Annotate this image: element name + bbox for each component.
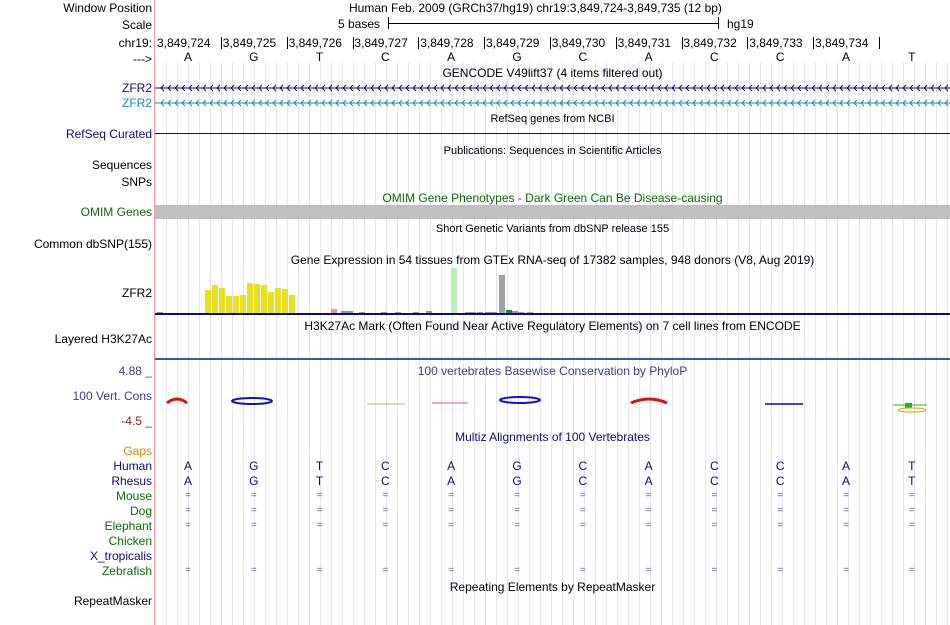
alignment-base: = (843, 520, 849, 531)
reference-base: G (512, 50, 522, 64)
alignment-base: C (381, 459, 390, 473)
gtex-bar (512, 311, 518, 313)
alignment-base: = (316, 505, 323, 516)
alignment-base: = (185, 565, 191, 576)
snps-label[interactable]: SNPs (121, 175, 152, 189)
ruler-position: 3,849,731 (617, 36, 671, 50)
gencode-transcript-1[interactable] (155, 82, 950, 94)
gtex-bar (289, 295, 295, 313)
alignment-base: = (382, 505, 389, 516)
reference-base: T (315, 50, 324, 64)
alignment-base: = (777, 505, 784, 516)
alignment-base: = (579, 490, 586, 501)
alignment-base: = (382, 520, 389, 531)
strand-label: ---> (133, 52, 152, 66)
gtex-bar (470, 312, 476, 313)
scale-text: 5 bases (338, 17, 381, 31)
scale-bar-left-cap (388, 17, 389, 29)
alignment-base: = (514, 565, 520, 576)
ruler-position: 3,849,728 (420, 36, 474, 50)
alignment-base: = (448, 490, 455, 501)
alignment-base: = (711, 520, 718, 531)
gtex-bar (254, 284, 260, 313)
alignment-base: = (777, 490, 784, 501)
alignment-base: = (645, 505, 652, 516)
refseq-label[interactable]: RefSeq Curated (65, 127, 152, 141)
alignment-base: = (250, 490, 257, 501)
alignment-base: = (448, 565, 455, 576)
phylop-label[interactable]: 100 Vert. Cons (72, 389, 152, 403)
omim-label[interactable]: OMIM Genes (80, 205, 152, 219)
species-label-gaps[interactable]: Gaps (123, 444, 152, 458)
gtex-bar (485, 312, 491, 313)
reference-base: C (381, 50, 390, 64)
gtex-bar (347, 311, 353, 313)
scale-bar (389, 23, 719, 24)
gtex-chart[interactable] (155, 267, 950, 317)
phylop-min: -4.5 _ (121, 414, 152, 428)
gtex-bar (282, 289, 288, 313)
gtex-bar (451, 268, 457, 313)
alignment-base: T (908, 459, 916, 473)
species-label-rhesus[interactable]: Rhesus (111, 474, 152, 488)
reference-base: A (644, 50, 653, 64)
phylop-title: 100 vertebrates Basewise Conservation by PhyloP (417, 364, 688, 378)
gtex-bar (477, 312, 483, 313)
species-label-dog[interactable]: Dog (129, 504, 152, 518)
reference-base: T (908, 50, 916, 64)
gtex-bar (240, 295, 246, 313)
alignment-base: = (514, 490, 520, 501)
species-label-zebrafish[interactable]: Zebrafish (101, 564, 152, 578)
alignment-base: C (578, 474, 588, 488)
gtex-bar (205, 290, 211, 313)
gtex-bar (341, 311, 347, 313)
gtex-label[interactable]: ZFR2 (122, 286, 152, 300)
gencode-track-label-zfr2-b[interactable]: ZFR2 (122, 96, 152, 110)
ruler-position: 3,849,730 (551, 36, 606, 50)
dbsnp-title: Short Genetic Variants from dbSNP release 155 (435, 223, 670, 235)
gtex-bar (395, 312, 401, 313)
alignment-base: C (578, 459, 588, 473)
h3k27-label[interactable]: Layered H3K27Ac (54, 332, 152, 346)
repeat-title: Repeating Elements by RepeatMasker (449, 580, 656, 594)
ruler-position: 3,849,724 (157, 36, 211, 50)
gtex-bar (331, 309, 337, 313)
h3k27-signal (155, 358, 950, 360)
alignment-base: T (908, 474, 916, 488)
gencode-transcript-2[interactable] (155, 97, 950, 109)
gtex-bar (499, 275, 505, 313)
alignment-base: = (448, 505, 455, 516)
ruler-position: 3,849,729 (486, 36, 540, 50)
ruler-position: 3,849,726 (288, 36, 342, 50)
gtex-bar (506, 310, 512, 313)
gtex-bar (413, 312, 419, 313)
alignment-base: C (775, 459, 785, 473)
species-label-human[interactable]: Human (113, 459, 152, 473)
alignment-base: = (908, 520, 915, 531)
alignment-base: = (250, 520, 257, 531)
gtex-bar (426, 311, 432, 313)
alignment-base: = (185, 490, 191, 501)
alignment-base: = (250, 565, 257, 576)
gencode-title: GENCODE V49lift37 (4 items filtered out) (442, 66, 663, 80)
alignment-base: = (908, 565, 915, 576)
alignment-base: T (315, 474, 324, 488)
reference-base: A (841, 50, 850, 64)
alignment-base: A (183, 474, 192, 488)
alignment-base: = (382, 490, 389, 501)
alignment-base: = (514, 505, 520, 516)
gtex-bar (226, 296, 232, 313)
gtex-bar (527, 312, 533, 313)
multiz-title: Multiz Alignments of 100 Vertebrates (455, 430, 650, 444)
alignment-base: = (316, 520, 323, 531)
ruler-tick (879, 37, 880, 49)
alignment-base: = (843, 505, 849, 516)
alignment-base: G (249, 474, 259, 488)
gtex-bar (233, 296, 239, 313)
chrom-label: chr19: (118, 36, 152, 50)
alignment-base: C (710, 459, 719, 473)
alignment-base: G (512, 459, 522, 473)
alignment-base: = (711, 565, 718, 576)
phylop-max: 4.88 _ (118, 364, 152, 378)
alignment-base: = (908, 490, 915, 501)
alignment-base: = (711, 505, 718, 516)
ruler-position: 3,849,727 (354, 36, 408, 50)
scale-bar-right-cap (718, 17, 719, 29)
alignment-base: C (710, 474, 719, 488)
reference-base: C (578, 50, 588, 64)
alignment-base: G (512, 474, 522, 488)
sequences-label[interactable]: Sequences (91, 158, 152, 172)
alignment-base: = (645, 565, 652, 576)
pubs-title: Publications: Sequences in Scientific Articles (443, 145, 662, 157)
alignment-base: = (777, 565, 784, 576)
species-label-elephant[interactable]: Elephant (104, 519, 152, 533)
alignment-base: A (841, 474, 850, 488)
species-label-mouse[interactable]: Mouse (115, 489, 152, 503)
reference-base: C (710, 50, 719, 64)
alignment-base: = (908, 505, 915, 516)
repeat-label[interactable]: RepeatMasker (73, 594, 152, 608)
species-label-x_tropicalis[interactable]: X_tropicalis (89, 549, 152, 563)
alignment-base: = (250, 505, 257, 516)
scale-label-text: Scale (121, 18, 152, 32)
dbsnp-label[interactable]: Common dbSNP(155) (33, 237, 152, 251)
gtex-bar (268, 292, 274, 313)
alignment-base: A (644, 459, 653, 473)
refseq-title: RefSeq genes from NCBI (490, 113, 615, 125)
alignment-base: A (447, 474, 456, 488)
alignment-base: = (316, 490, 323, 501)
ruler-position: 3,849,734 (815, 36, 869, 50)
window-position-value: Human Feb. 2009 (GRCh37/hg19) chr19:3,849,724-3,849,735 (12 bp) (349, 1, 722, 15)
alignment-base: A (447, 459, 456, 473)
alignment-base: = (777, 520, 784, 531)
gencode-track-label-zfr2[interactable]: ZFR2 (122, 81, 152, 95)
alignment-base: = (645, 520, 652, 531)
reference-base: A (447, 50, 456, 64)
alignment-base: = (579, 520, 586, 531)
alignment-base: T (315, 459, 324, 473)
omim-title: OMIM Gene Phenotypes - Dark Green Can Be Disease-causing (382, 191, 723, 205)
species-label-chicken[interactable]: Chicken (108, 534, 152, 548)
alignment-base: = (645, 490, 652, 501)
alignment-base: A (183, 459, 192, 473)
omim-bar[interactable] (155, 205, 950, 219)
gtex-bar (247, 283, 253, 313)
alignment-base: = (843, 565, 849, 576)
alignment-base: = (579, 565, 586, 576)
gtex-bar (381, 312, 387, 313)
alignment-base: = (382, 565, 389, 576)
ruler-position: 3,849,733 (749, 36, 803, 50)
alignment-base: = (316, 565, 323, 576)
alignment-base: = (514, 520, 520, 531)
alignment-base: = (843, 490, 849, 501)
reference-base: C (775, 50, 785, 64)
window-position-label: Window Position (63, 1, 152, 15)
gtex-bar (491, 312, 497, 313)
alignment-base: = (185, 520, 191, 531)
phylop-logo (155, 395, 950, 415)
gtex-title: Gene Expression in 54 tissues from GTEx RNA-seq of 17382 samples, 948 donors (V8, Aug 2019) (290, 253, 815, 267)
ruler-position: 3,849,725 (222, 36, 277, 50)
gtex-bar (275, 288, 281, 313)
gtex-bar (359, 312, 365, 313)
gtex-bar (219, 288, 225, 313)
h3k27-title: H3K27Ac Mark (Often Found Near Active Regulatory Elements) on 7 cell lines from ENCODE (304, 319, 801, 333)
gtex-bar (212, 285, 218, 313)
alignment-base: C (775, 474, 785, 488)
alignment-base: C (381, 474, 390, 488)
gtex-bar (157, 312, 163, 313)
reference-base: G (249, 50, 259, 64)
refseq-line (155, 133, 950, 134)
gtex-bar (261, 285, 267, 313)
alignment-base: = (448, 520, 455, 531)
scale-assembly: hg19 (727, 17, 754, 31)
alignment-base: = (579, 505, 586, 516)
reference-base: A (183, 50, 192, 64)
alignment-base: A (644, 474, 653, 488)
alignment-base: G (249, 459, 259, 473)
alignment-base: A (841, 459, 850, 473)
gtex-bar (518, 312, 524, 313)
alignment-base: = (711, 490, 718, 501)
ruler-position: 3,849,732 (683, 36, 737, 50)
alignment-base: = (185, 505, 191, 516)
